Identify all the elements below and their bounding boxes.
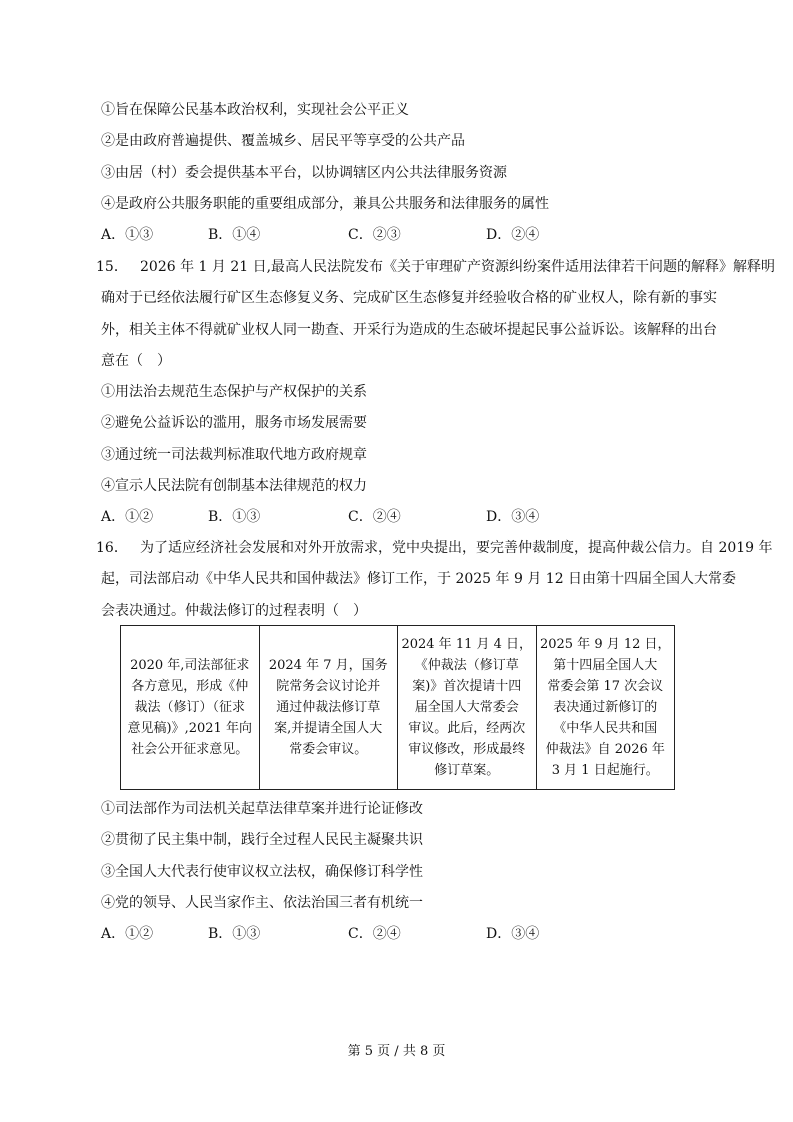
cell-line: 3 月 1 日起施行。 <box>551 763 659 778</box>
cell-line: 意见稿)》,2021 年向 <box>127 721 252 736</box>
timeline-cell <box>121 626 260 790</box>
statement-item: ②避免公益诉讼的滥用，服务市场发展需要 <box>101 415 367 432</box>
answer-option: A．①③ <box>101 227 154 243</box>
answer-option: B．①③ <box>208 509 261 525</box>
question-stem-line: 会表决通过。仲裁法修订的过程表明（ ） <box>101 602 367 619</box>
cell-line: 届全国人大常委会 <box>414 700 519 715</box>
statement-item: ①司法部作为司法机关起草法律草案并进行论证修改 <box>101 801 423 817</box>
statement-item: ④宣示人民法院有创制基本法律规范的权力 <box>101 477 367 494</box>
statement-item: ①旨在保障公民基本政治权利，实现社会公平正义 <box>101 102 409 118</box>
answer-option: B．①③ <box>208 926 261 942</box>
cell-line: 各方意见，形成《仲 <box>131 679 249 694</box>
statement-item: ③通过统一司法裁判标准取代地方政府规章 <box>101 446 367 463</box>
answer-option: C．②④ <box>348 509 401 525</box>
statement-item: ④是政府公共服务职能的重要组成部分，兼具公共服务和法律服务的属性 <box>101 195 549 212</box>
question-number: 15． <box>96 259 128 275</box>
answer-option: D．②④ <box>486 227 540 243</box>
answer-option: D．③④ <box>486 509 540 525</box>
answer-option: D．③④ <box>486 926 540 942</box>
cell-line: 修订草案。 <box>434 763 500 778</box>
cell-line: 院常务会议讨论并 <box>276 679 381 694</box>
question-stem-line: 外，相关主体不得就矿业权人同一勘查、开采行为造成的生态破坏提起民事公益诉讼。该解释的出台 <box>101 321 717 338</box>
cell-line: 2020 年,司法部征求 <box>130 658 250 673</box>
answer-option: B．①④ <box>208 227 261 243</box>
statement-item: ③全国人大代表行使审议权立法权，确保修订科学性 <box>101 863 423 880</box>
cell-line: 2024 年 7 月，国务 <box>268 658 388 673</box>
timeline-cell <box>536 626 675 790</box>
cell-line: 裁法（修订）（征求 <box>134 700 245 715</box>
cell-line: 常委会审议。 <box>289 742 368 757</box>
answer-option: A．①② <box>101 509 154 525</box>
statement-item: ②是由政府普遍提供、覆盖城乡、居民平等享受的公共产品 <box>101 133 465 150</box>
timeline-cell <box>259 626 398 790</box>
cell-line: 通过仲裁法修订草 <box>276 700 381 715</box>
cell-line: 社会公开征求意见。 <box>131 742 249 757</box>
question-stem-line: 为了适应经济社会发展和对外开放需求，党中央提出，要完善仲裁制度，提高仲裁公信力。自 2019 年 <box>140 540 773 556</box>
question-number: 16． <box>96 540 128 556</box>
question-stem-line: 起，司法部启动《中华人民共和国仲裁法》修订工作，于 2025 年 9 月 12 日由第十四届全国人大常委 <box>101 571 737 588</box>
cell-line: 《仲裁法（修订草 <box>414 658 519 673</box>
cell-line: 2025 年 9 月 12 日， <box>539 637 671 652</box>
cell-line: 表决通过新修订的 <box>553 700 658 715</box>
question-stem-line: 确对于已经依法履行矿区生态修复义务、完成矿区生态修复并经验收合格的矿业权人，除有新的事实 <box>101 290 717 307</box>
statement-item: ③由居（村）委会提供基本平台，以协调辖区内公共法律服务资源 <box>101 164 507 181</box>
cell-line: 第十四届全国人大 <box>553 658 658 673</box>
answer-option: A．①② <box>101 926 154 942</box>
cell-line: 案)》首次提请十四 <box>412 679 522 694</box>
revision-timeline-table <box>120 625 675 790</box>
statement-item: ①用法治去规范生态保护与产权保护的关系 <box>101 384 367 400</box>
question-stem-line: 2026 年 1 月 21 日,最高人民法院发布《关于审理矿产资源纠纷案件适用法律若干问题的解释》解释明 <box>140 259 776 275</box>
cell-line: 2024 年 11 月 4 日， <box>401 637 533 652</box>
statement-item: ④党的领导、人民当家作主、依法治国三者有机统一 <box>101 894 423 911</box>
cell-line: 审议。此后，经两次 <box>408 721 526 736</box>
cell-line: 案,并提请全国人大 <box>274 721 383 736</box>
answer-option: C．②④ <box>348 926 401 942</box>
cell-line: 《中华人民共和国 <box>553 721 658 736</box>
cell-line: 常委会第 17 次会议 <box>547 679 664 694</box>
answer-option: C．②③ <box>348 227 401 243</box>
question-stem-line: 意在（ ） <box>101 352 171 369</box>
page-footer: 第 5 页 / 共 8 页 <box>347 1044 446 1059</box>
statement-item: ②贯彻了民主集中制，践行全过程人民民主凝聚共识 <box>101 832 423 849</box>
cell-line: 审议修改，形成最终 <box>408 742 526 757</box>
cell-line: 仲裁法》自 2026 年 <box>545 742 665 757</box>
timeline-cell <box>398 626 537 790</box>
